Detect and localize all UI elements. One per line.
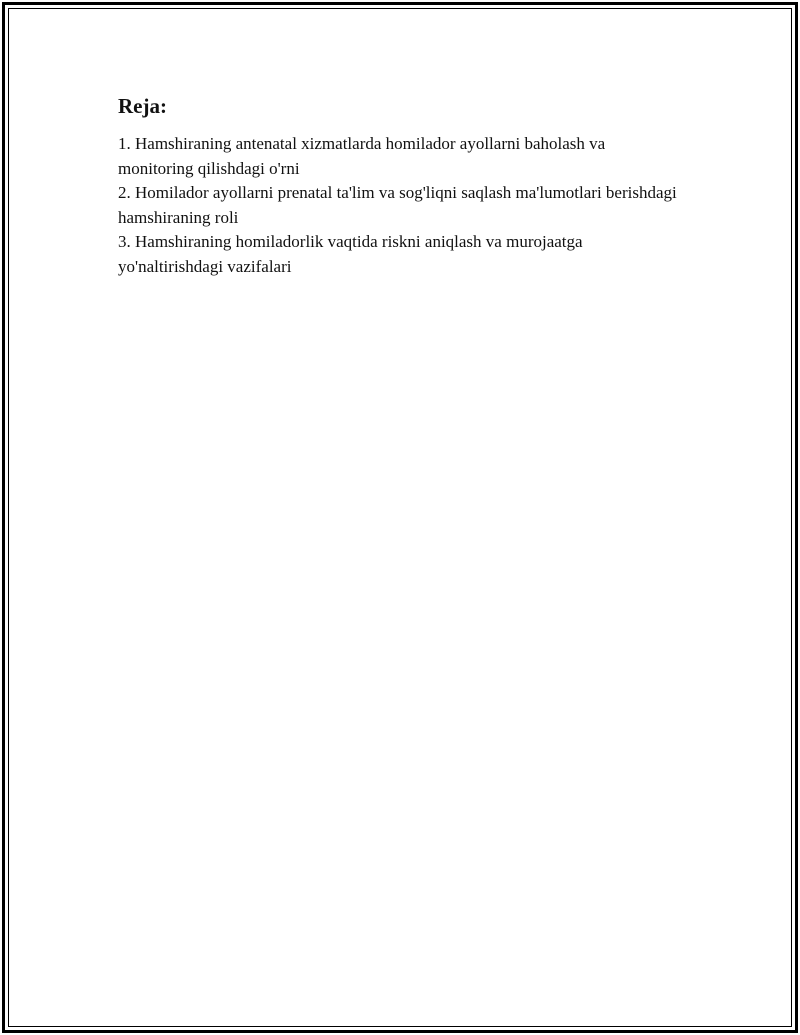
plan-item-3: 3. Hamshiraning homiladorlik vaqtida riskni aniqlash va murojaatga yo'naltirishdagi vazifalari	[118, 232, 583, 276]
document-content	[118, 94, 678, 279]
plan-item-1: 1. Hamshiraning antenatal xizmatlarda homilador ayollarni baholash va monitoring qilishdagi o'rni	[118, 134, 606, 178]
plan-heading: Reja:	[118, 94, 167, 118]
plan-item-2: 2. Homilador ayollarni prenatal ta'lim va sog'liqni saqlash ma'lumotlari berishdagi hamshiraning roli	[118, 183, 677, 227]
plan-list	[118, 132, 678, 279]
